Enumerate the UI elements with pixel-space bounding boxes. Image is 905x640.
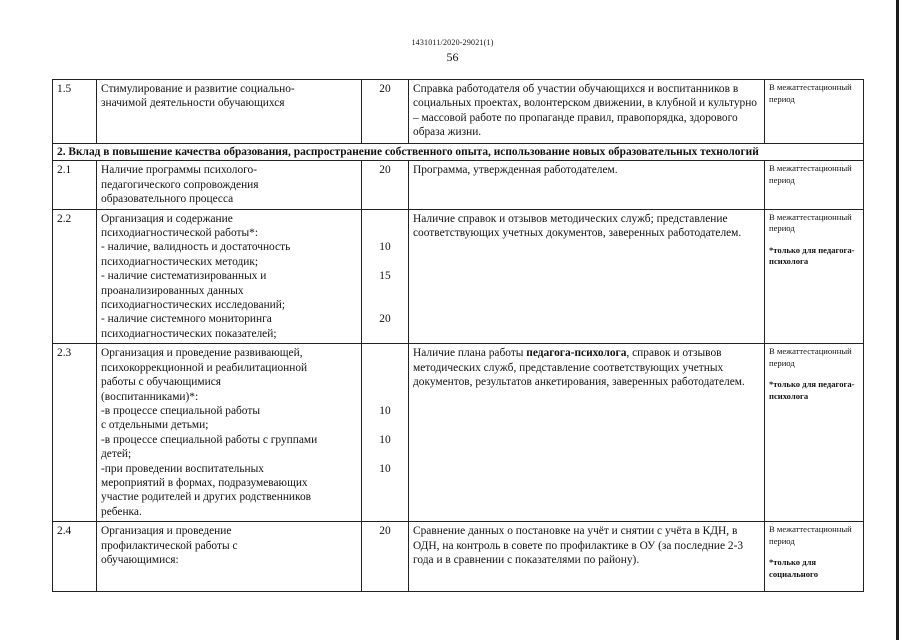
points-cell [362,522,409,592]
criterion-cell [97,80,362,144]
criterion-line: Организация и проведение [101,525,232,538]
criterion-line: Стимулирование и развитие социально- [101,83,295,95]
criterion-cell [97,522,362,592]
table-row [53,80,864,144]
criterion-line: значимой деятельности обучающихся [101,97,285,110]
points-value [366,284,404,298]
criterion-line: детей; [101,448,132,461]
points-value: 15 [379,270,391,283]
criterion-line: с отдельными детьми; [101,419,209,432]
evidence-cell [409,344,765,522]
period-note: *только для педагога-психолога [769,244,855,267]
points-value [366,505,404,519]
row-number: 1.5 [53,80,97,144]
period-text: В межаттестационный период [769,211,852,234]
evidence-text-end: , справок и отзывов методических служб, представление соответствующих учетных документов, результатов анкетирования, заверенных работодателем. [413,347,745,389]
points-value: 10 [379,433,391,446]
table-row [53,209,864,344]
criteria-table [52,79,864,592]
points-value: 20 [379,83,391,95]
period-cell [765,80,864,144]
criterion-line: работы с обучающимися [101,376,221,389]
scan-edge-line [896,0,899,640]
criterion-line: Наличие программы психолого- [101,164,258,177]
table-row [53,522,864,592]
period-cell [765,522,864,592]
document-id: 1431011/2020-29021(1) [411,38,494,47]
table-row [53,344,864,522]
period-cell [765,209,864,344]
criterion-line: психодиагностических исследований; [101,299,286,312]
evidence-cell: Сравнение данных о постановке на учёт и снятии с учёта в КДН, в ОДН, на контроль в совете по профилактике в ОУ (за последние 2-3 года и в сравнении с показателями по району). [409,522,765,592]
period-text: В межаттестационный период [769,346,852,368]
period-note: *только для социального [769,557,818,579]
points-value [366,390,404,404]
criterion-line: проанализированных данных [101,284,244,297]
criterion-line: Организация и содержание [101,212,233,225]
criterion-cell [97,161,362,209]
criterion-line: -в процессе специальной работы с группами [101,433,318,446]
points-value: 10 [379,241,391,254]
criterion-line: (воспитанниками)*: [101,390,199,403]
row-number: 2.1 [53,161,97,209]
criterion-cell [97,209,362,344]
points-value: 10 [379,404,391,417]
section-title: 2. Вклад в повышение качества образования, распространение собственного опыта, использование новых образовательных технологий [53,144,864,161]
criterion-line: -в процессе специальной работы [101,404,260,417]
points-value: 20 [379,164,391,177]
section-header-row [53,144,864,161]
row-number: 2.3 [53,344,97,522]
points-cell [362,209,409,344]
row-number: 2.4 [53,522,97,592]
points-value: 20 [379,525,391,538]
points-value [366,298,404,312]
criterion-line: образовательного процесса [101,193,234,206]
points-value [366,226,404,240]
criterion-line: обучающимися: [101,553,179,566]
criterion-line: мероприятий в формах, подразумевающих [101,476,308,489]
criterion-line: участие родителей и других родственников [101,491,312,504]
points-value [366,447,404,461]
period-text: В межаттестационный период [769,163,852,185]
evidence-text-start: Наличие плана работы [413,347,527,360]
criterion-line: психодиагностической работы*: [101,227,258,240]
criterion-line: психокоррекционной и реабилитационной [101,361,308,374]
criterion-line: Организация и проведение развивающей, [101,347,303,360]
page-number: 56 [446,50,459,64]
table-row [53,161,864,209]
criterion-line: ребенка. [101,505,142,518]
criterion-line: - наличие системного мониторинга [101,313,272,326]
criterion-line: - наличие систематизированных и [101,270,267,283]
criterion-line: - наличие, валидность и достаточность [101,241,291,254]
period-text: В межаттестационный период [769,82,852,104]
points-value [366,255,404,269]
criterion-line: психодиагностических показателей; [101,327,277,340]
points-value [366,418,404,432]
points-cell [362,161,409,209]
points-value [366,212,404,226]
evidence-cell: Программа, утвержденная работодателем. [409,161,765,209]
points-cell [362,80,409,144]
period-note: *только для педагога-психолога [769,379,855,401]
points-value [366,361,404,375]
period-cell [765,344,864,522]
evidence-cell: Справка работодателя об участии обучающихся и воспитанников в социальных проектах, волонтерском движении, в клубной и культурно – массовой работе по пропаганде правил, правопорядка, здорового образа жизни. [409,80,765,144]
criterion-line: -при проведении воспитательных [101,462,264,475]
period-cell [765,161,864,209]
points-value [366,327,404,341]
points-value [366,375,404,389]
points-value: 20 [379,313,391,326]
points-value: 10 [379,462,391,475]
period-text: В межаттестационный период [769,524,852,546]
criterion-line: педагогического сопровождения [101,178,259,191]
evidence-cell: Наличие справок и отзывов методических служб; представление соответствующих учетных документов, заверенных работодателем. [409,209,765,344]
evidence-text-bold: педагога-психолога [526,347,627,360]
points-value [366,346,404,360]
points-cell [362,344,409,522]
points-value [366,476,404,490]
row-number: 2.2 [53,209,97,344]
criterion-cell [97,344,362,522]
criterion-line: профилактической работы с [101,539,238,552]
points-value [366,490,404,504]
criterion-line: психодиагностических методик; [101,255,259,268]
